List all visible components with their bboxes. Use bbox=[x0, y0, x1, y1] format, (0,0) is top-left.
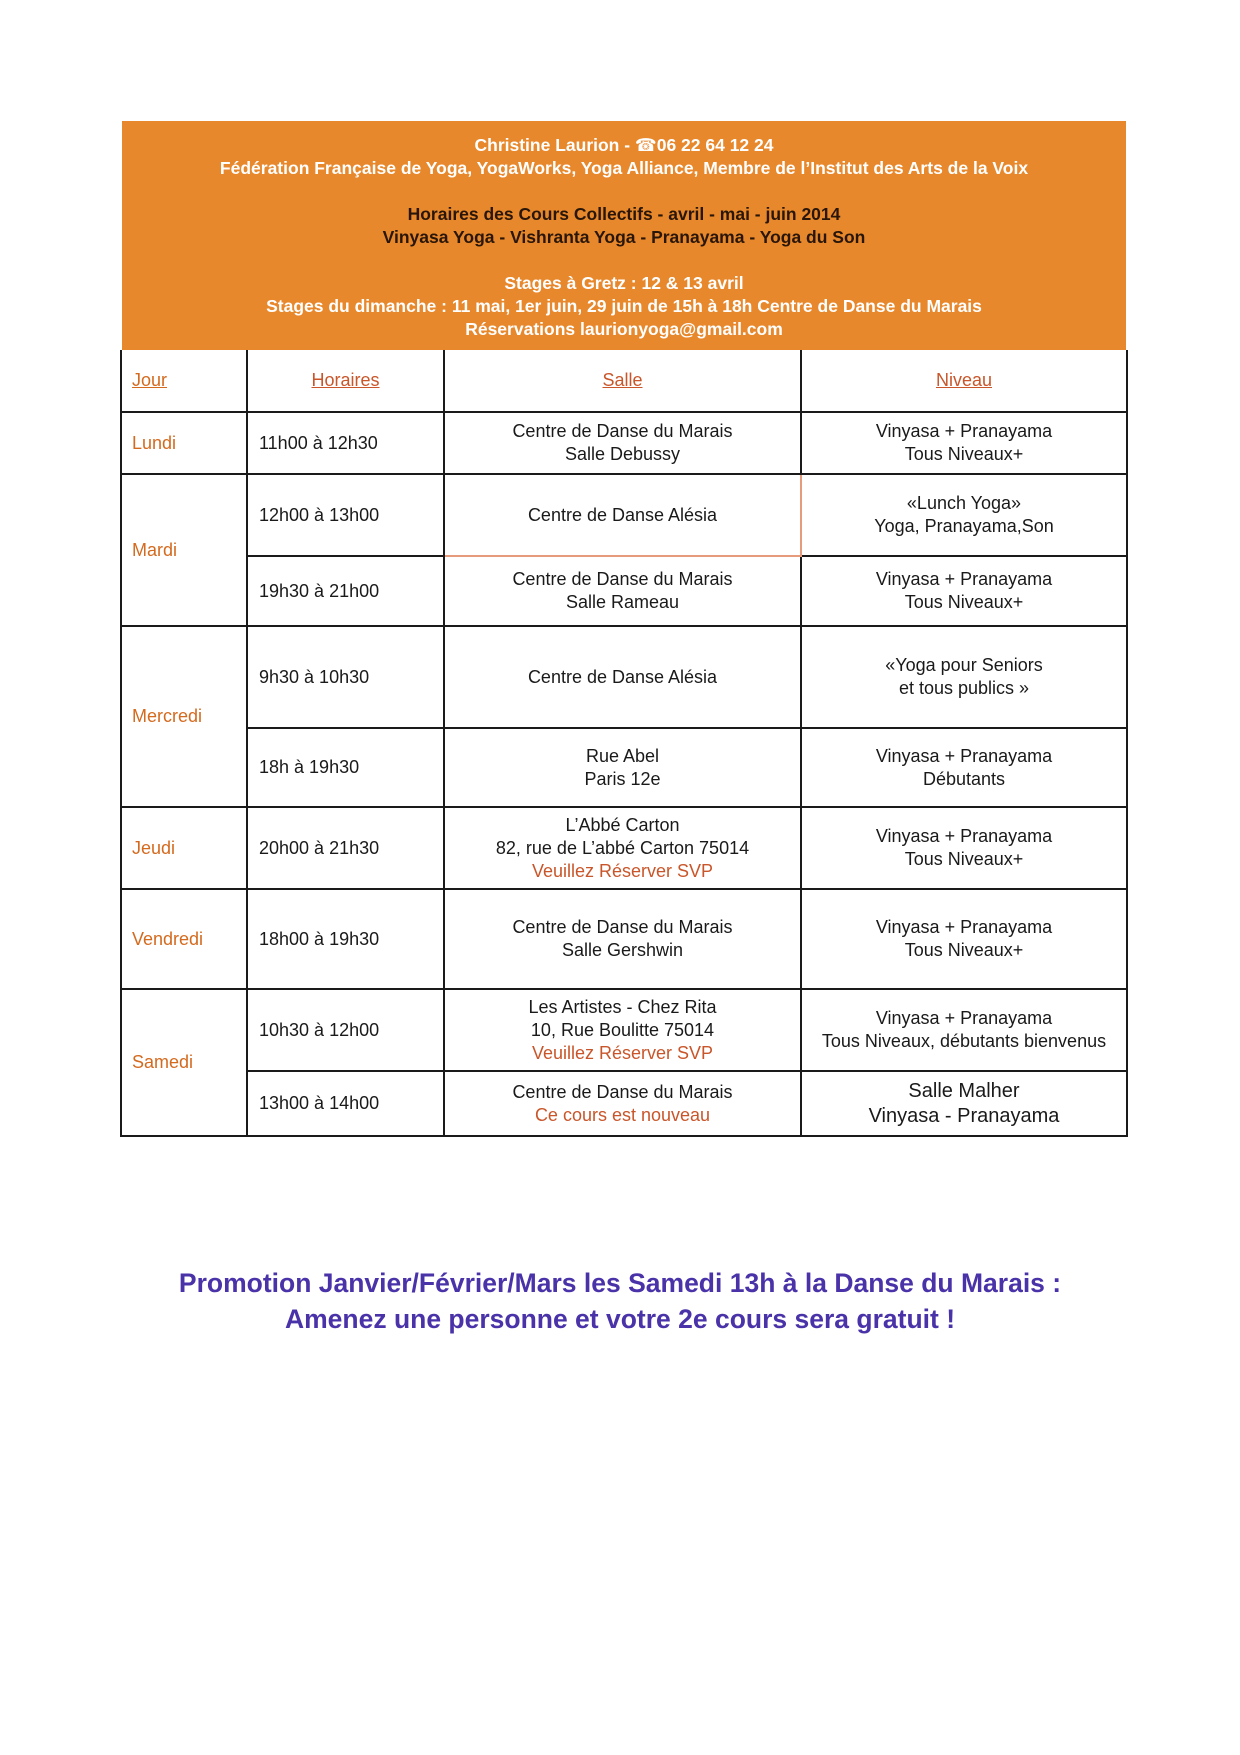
day-cell-mardi: Mardi bbox=[121, 474, 247, 626]
time-cell: 9h30 à 10h30 bbox=[247, 626, 444, 728]
table-row bbox=[121, 807, 1127, 889]
table-row bbox=[121, 1071, 1127, 1136]
banner-spacer bbox=[122, 249, 1126, 272]
day-cell-jeudi: Jeudi bbox=[121, 807, 247, 889]
header-day: Jour bbox=[132, 370, 168, 390]
room-line: 10, Rue Boulitte 75014 bbox=[530, 1019, 715, 1040]
room-line: Salle Gershwin bbox=[561, 940, 684, 960]
schedule-sheet bbox=[120, 121, 1128, 1137]
room-cell bbox=[444, 412, 801, 474]
level-cell bbox=[801, 1071, 1127, 1136]
level-line: Vinyasa + Pranayama bbox=[875, 917, 1053, 937]
level-line: «Yoga pour Seniors bbox=[885, 655, 1043, 675]
header-time: Horaires bbox=[311, 370, 380, 390]
affiliations-line: Fédération Française de Yoga, YogaWorks, Yoga Alliance, Membre de l’Institut des Arts de la Voix bbox=[219, 158, 1029, 178]
level-line: Vinyasa + Pranayama bbox=[875, 421, 1053, 441]
time-cell: 13h00 à 14h00 bbox=[247, 1071, 444, 1136]
level-cell bbox=[801, 412, 1127, 474]
level-cell bbox=[801, 474, 1127, 556]
table-row bbox=[121, 626, 1127, 728]
room-line: Paris 12e bbox=[584, 768, 661, 789]
reservation-note: Veuillez Réserver SVP bbox=[531, 1042, 714, 1063]
room-line: L’Abbé Carton bbox=[565, 814, 680, 835]
time-cell: 11h00 à 12h30 bbox=[247, 412, 444, 474]
level-line: Vinyasa + Pranayama bbox=[875, 826, 1053, 846]
reservations-line: Réservations laurionyoga@gmail.com bbox=[465, 319, 783, 339]
header-level: Niveau bbox=[935, 370, 993, 390]
level-cell bbox=[801, 807, 1127, 889]
room-cell bbox=[444, 1071, 801, 1136]
level-cell bbox=[801, 728, 1127, 807]
day-cell-vendredi: Vendredi bbox=[121, 889, 247, 989]
room-cell bbox=[444, 626, 801, 728]
header-banner bbox=[122, 121, 1126, 350]
room-line: Centre de Danse du Marais bbox=[512, 917, 733, 937]
time-cell: 18h00 à 19h30 bbox=[247, 889, 444, 989]
table-row bbox=[121, 989, 1127, 1071]
header-cell-day bbox=[121, 350, 247, 412]
room-cell bbox=[444, 989, 801, 1071]
header-cell-level bbox=[801, 350, 1127, 412]
room-line: Centre de Danse du Marais bbox=[512, 569, 733, 589]
time-cell: 19h30 à 21h00 bbox=[247, 556, 444, 626]
table-row bbox=[121, 728, 1127, 807]
schedule-title: Horaires des Cours Collectifs - avril - mai - juin 2014 bbox=[407, 204, 841, 224]
day-cell-lundi: Lundi bbox=[121, 412, 247, 474]
room-line: Centre de Danse du Marais bbox=[512, 421, 733, 441]
time-cell: 20h00 à 21h30 bbox=[247, 807, 444, 889]
room-cell bbox=[444, 807, 801, 889]
level-line: Tous Niveaux+ bbox=[904, 592, 1024, 612]
table-row bbox=[121, 889, 1127, 989]
contact-line: Christine Laurion - ☎06 22 64 12 24 bbox=[474, 135, 774, 155]
room-line: 82, rue de L’abbé Carton 75014 bbox=[495, 837, 750, 858]
level-line: Débutants bbox=[922, 768, 1006, 789]
promo-line-1: Promotion Janvier/Février/Mars les Samedi 13h à la Danse du Marais : bbox=[178, 1268, 1062, 1298]
day-cell-mercredi: Mercredi bbox=[121, 626, 247, 807]
room-line: Salle Rameau bbox=[565, 592, 680, 612]
room-cell bbox=[444, 474, 801, 556]
room-line: Centre de Danse Alésia bbox=[527, 666, 718, 687]
header-cell-room bbox=[444, 350, 801, 412]
new-course-note: Ce cours est nouveau bbox=[534, 1104, 711, 1125]
level-line: Tous Niveaux+ bbox=[904, 849, 1024, 869]
reservation-note: Veuillez Réserver SVP bbox=[531, 860, 714, 881]
table-row bbox=[121, 412, 1127, 474]
room-line: Centre de Danse Alésia bbox=[527, 504, 718, 525]
room-line: Les Artistes - Chez Rita bbox=[528, 996, 717, 1017]
header-cell-time bbox=[247, 350, 444, 412]
level-line: Vinyasa + Pranayama bbox=[875, 1008, 1053, 1028]
stages-gretz-line: Stages à Gretz : 12 & 13 avril bbox=[504, 273, 744, 293]
time-cell: 18h à 19h30 bbox=[247, 728, 444, 807]
room-line: Salle Debussy bbox=[564, 444, 681, 464]
room-cell bbox=[444, 556, 801, 626]
time-cell: 12h00 à 13h00 bbox=[247, 474, 444, 556]
time-cell: 10h30 à 12h00 bbox=[247, 989, 444, 1071]
level-line: et tous publics » bbox=[898, 678, 1030, 698]
header-room: Salle bbox=[602, 370, 643, 390]
table-row bbox=[121, 474, 1127, 556]
level-cell bbox=[801, 989, 1127, 1071]
level-cell bbox=[801, 889, 1127, 989]
level-line: Salle Malher bbox=[908, 1079, 1020, 1102]
table-header-row bbox=[121, 350, 1127, 412]
level-cell bbox=[801, 556, 1127, 626]
stages-sunday-line: Stages du dimanche : 11 mai, 1er juin, 29 juin de 15h à 18h Centre de Danse du Marais bbox=[266, 296, 982, 316]
level-line: Vinyasa + Pranayama bbox=[875, 569, 1053, 589]
room-cell bbox=[444, 728, 801, 807]
promo-line-2: Amenez une personne et votre 2e cours sera gratuit ! bbox=[284, 1304, 956, 1334]
room-line: Rue Abel bbox=[585, 745, 660, 766]
level-line: Vinyasa - Pranayama bbox=[868, 1104, 1060, 1127]
level-line: «Lunch Yoga» bbox=[906, 493, 1022, 513]
room-line: Centre de Danse du Marais bbox=[512, 1081, 733, 1102]
level-line: Tous Niveaux, débutants bienvenus bbox=[821, 1031, 1107, 1051]
promotion-text bbox=[0, 1265, 1240, 1337]
room-cell bbox=[444, 889, 801, 989]
styles-line: Vinyasa Yoga - Vishranta Yoga - Pranayama - Yoga du Son bbox=[382, 227, 866, 247]
level-cell bbox=[801, 626, 1127, 728]
day-cell-samedi: Samedi bbox=[121, 989, 247, 1136]
table-row bbox=[121, 556, 1127, 626]
schedule-table bbox=[120, 350, 1128, 1137]
level-line: Vinyasa + Pranayama bbox=[875, 745, 1053, 766]
level-line: Tous Niveaux+ bbox=[904, 444, 1024, 464]
level-line: Tous Niveaux+ bbox=[904, 940, 1024, 960]
banner-spacer bbox=[122, 180, 1126, 203]
level-line: Yoga, Pranayama,Son bbox=[874, 516, 1054, 536]
